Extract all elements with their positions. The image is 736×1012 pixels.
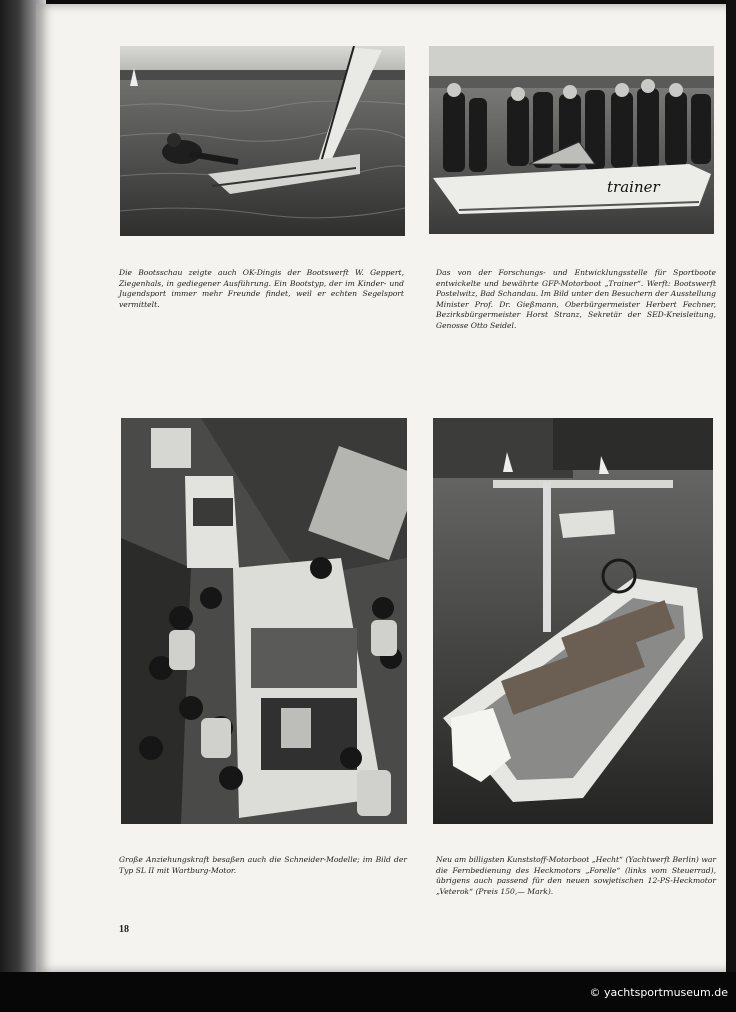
photo-trainer (429, 46, 714, 234)
page-edge (726, 0, 736, 975)
caption-trainer: Das von der Forschungs- und Entwicklungsstelle für Sportboote entwickelte und bewährte GFP-Motorboot „Trainer“. Werft: Bootswerft Postelwitz, Bad Schandau. Im Bild unter den Besuchern der Ausstellung Minister Prof. Dr. Gießmann, Oberbürgermeister Herbert Fechner, Bezirksbürgermeister Horst Stranz, Sekretär der SED-Kreisleitung, Genosse Otto Seidel. (436, 268, 716, 330)
photo-schneider-models (121, 418, 407, 824)
photo-hecht (433, 418, 713, 824)
caption-hecht: Neu am billigsten Kunststoff-Motorboot „Hecht“ (Yachtwerft Berlin) war die Fernbedienung des Heckmotors „Forelle“ (links vom Steuerrad), übrigens auch passend für den neuen sowjetischen 12-PS-Heckmotor „Veterok“ (Preis 150,— Mark). (436, 855, 716, 896)
watermark: © yachtsportmuseum.de (589, 986, 728, 999)
page-number: 18 (119, 924, 129, 935)
trainer-hull-lettering: trainer (607, 178, 660, 196)
caption-schneider-models: Große Anziehungskraft besaßen auch die Schneider-Modelle; im Bild der Typ SL II mit Wartburg-Motor. (119, 855, 407, 875)
caption-ok-dingi: Die Bootsschau zeigte auch OK-Dingis der Bootswerft W. Geppert, Ziegenhals, in gediegener Ausführung. Ein Bootstyp, der im Kinder- und Jugendsport immer mehr Freunde findet, weil er echten Segelsport vermittelt. (119, 268, 404, 309)
photo-ok-dingi (120, 46, 405, 236)
